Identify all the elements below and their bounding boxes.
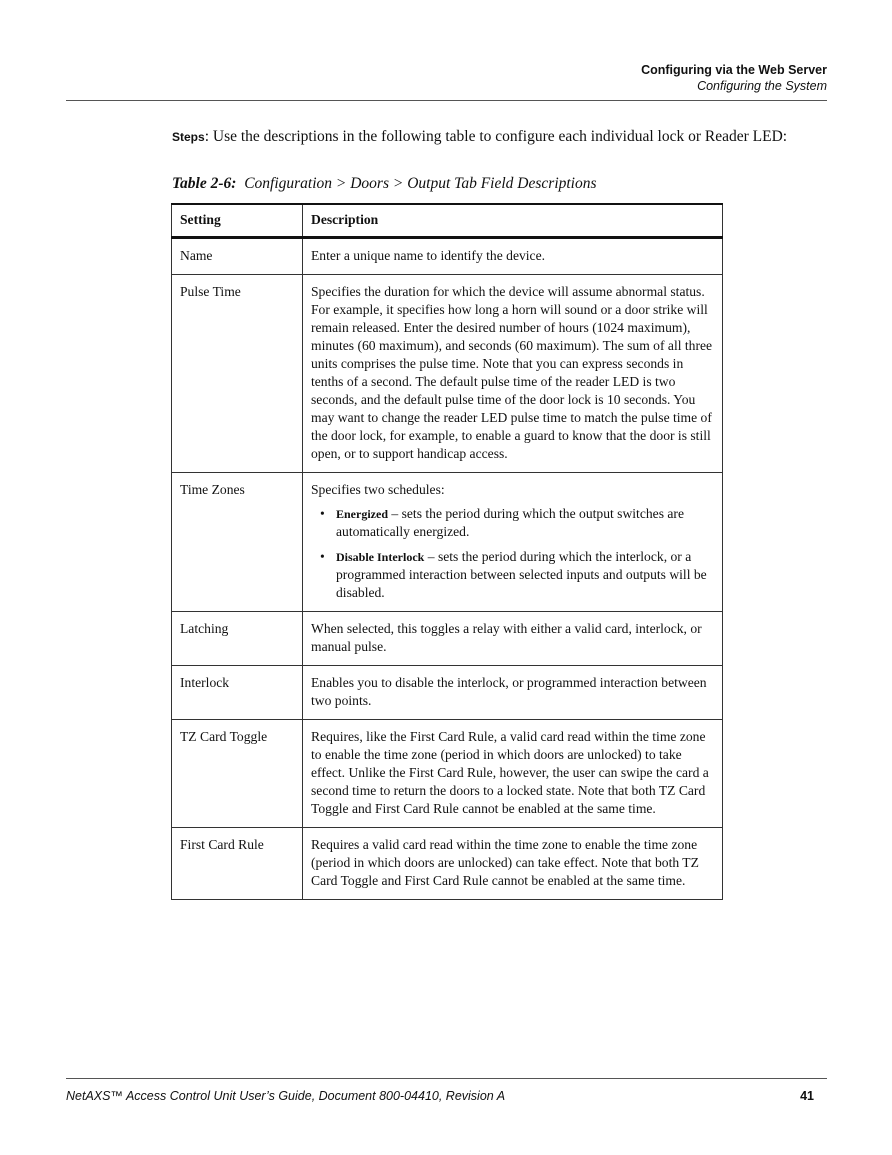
- header-subtitle: Configuring the System: [697, 79, 827, 93]
- steps-label: Steps: [172, 130, 205, 144]
- table-row: [172, 720, 723, 828]
- table-row: [172, 238, 723, 275]
- running-footer: [66, 1089, 814, 1103]
- description-cell: Enables you to disable the interlock, or programmed interaction between two points.: [303, 666, 723, 720]
- description-cell: Enter a unique name to identify the device.: [303, 238, 723, 275]
- description-text: Specifies two schedules:: [311, 482, 445, 497]
- page-number: 41: [800, 1089, 814, 1103]
- setting-cell: Name: [172, 238, 303, 275]
- table-number: Table 2-6:: [172, 175, 237, 192]
- list-text: – sets the period during which the output switches are automatically energized.: [336, 506, 684, 539]
- setting-cell: Pulse Time: [172, 275, 303, 473]
- schedule-list: [311, 505, 714, 602]
- table-row: [172, 666, 723, 720]
- running-header: [641, 62, 827, 94]
- list-item: [319, 505, 714, 541]
- table-row: [172, 473, 723, 612]
- table-header-row: [172, 204, 723, 238]
- table-row: [172, 828, 723, 900]
- footer-document-title: NetAXS™ Access Control Unit User’s Guide, Document 800-04410, Revision A: [66, 1089, 506, 1103]
- table-row: [172, 275, 723, 473]
- description-cell: [303, 473, 723, 612]
- description-cell: Specifies the duration for which the device will assume abnormal status. For example, it specifies how long a horn will sound or a door strike will remain released. Enter the desired number of hours (1024 maximum), minutes (60 maximum), and seconds (60 maximum). The sum of all three units comprises the pulse time. Note that you can express seconds in tenths of a second. The default pulse time of the reader LED is two seconds, and the default pulse time of the door lock is 10 seconds. You may want to change the reader LED pulse time to match the pulse time of the door lock, for example, to enable a guard to know that the door is still open, or to support handicap access.: [303, 275, 723, 473]
- list-text: – sets the period during which the interlock, or a programmed interaction between selected inputs and outputs will be disabled.: [336, 549, 707, 600]
- description-cell: When selected, this toggles a relay with either a valid card, interlock, or manual pulse.: [303, 612, 723, 666]
- header-title: Configuring via the Web Server: [641, 63, 827, 77]
- setting-cell: Interlock: [172, 666, 303, 720]
- setting-cell: Latching: [172, 612, 303, 666]
- list-term: Disable Interlock: [336, 550, 425, 564]
- column-header-description: Description: [303, 204, 723, 238]
- table-row: [172, 612, 723, 666]
- steps-paragraph: [172, 127, 787, 147]
- header-rule: [66, 100, 827, 101]
- description-cell: Requires a valid card read within the time zone to enable the time zone (period in which doors are unlocked) can take effect. Note that both TZ Card Toggle and First Card Rule cannot be enabled at the same time.: [303, 828, 723, 900]
- steps-text: : Use the descriptions in the following table to configure each individual lock or Reader LED:: [204, 128, 788, 145]
- field-descriptions-table: [171, 203, 723, 900]
- table-title: Configuration > Doors > Output Tab Field Descriptions: [244, 175, 597, 192]
- bullet-icon: •: [320, 549, 325, 564]
- bullet-icon: •: [320, 506, 325, 521]
- footer-rule: [66, 1078, 827, 1079]
- column-header-setting: Setting: [172, 204, 303, 238]
- setting-cell: First Card Rule: [172, 828, 303, 900]
- table-caption: [172, 175, 597, 193]
- setting-cell: TZ Card Toggle: [172, 720, 303, 828]
- list-item: [319, 548, 714, 602]
- list-term: Energized: [336, 507, 388, 521]
- setting-cell: Time Zones: [172, 473, 303, 612]
- description-cell: Requires, like the First Card Rule, a valid card read within the time zone to enable the time zone (period in which doors are unlocked) to take effect. Unlike the First Card Rule, however, the user can swipe the card a second time to return the doors to a locked state. Note that both TZ Card Toggle and First Card Rule cannot be enabled at the same time.: [303, 720, 723, 828]
